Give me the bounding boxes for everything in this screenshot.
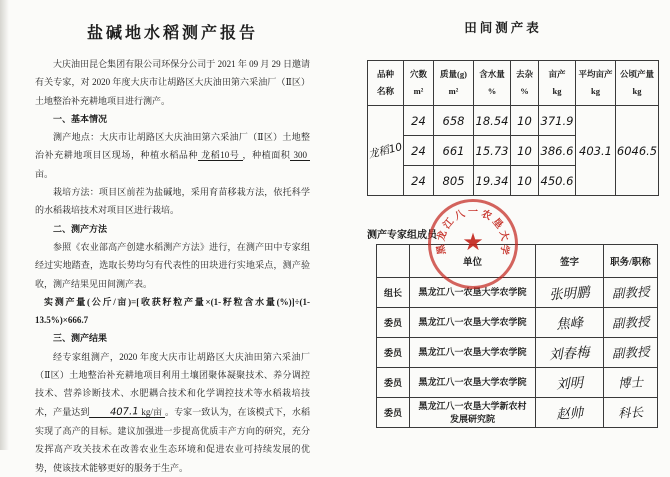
header-variety: 品种 名称 [368,61,404,106]
field-table-title: 田间测产表 [464,21,542,35]
header-impurity: 去杂 % [511,61,539,106]
table-cell: 24 [404,166,434,196]
table-cell: 24 [404,106,434,136]
section1-location-paragraph [35,128,310,183]
cell-variety: 龙稻10 [368,106,404,196]
stamp-arc-char: 大 [496,229,511,243]
table-cell: 371.9 [539,106,576,136]
cultivation-paragraph: 栽培方法：项目区前茬为盐碱地，采用育苗移栽方法，依托科学的水稻栽培技术对项目区进行栽培。 [35,187,310,216]
table-cell: 19.34 [474,166,511,196]
result-text: 经专家组测产，2020 年度大庆市让胡路区大庆油田第六采油厂（Ⅱ区）土地整治补充耕地项目利用土壤团聚体凝聚技术、养分调控技术、营养诊断技术、水肥耦合技术和化学调控技术等水稻栽培技术，产量达到 [35,351,310,417]
scan-edge-shadow [0,0,9,450]
header-avg-yield: 平均亩产 kg [576,61,616,106]
tables-page [336,0,670,450]
cell-signature: 张明鹏 [536,278,604,308]
handwritten-yield-value: 407.1 [110,405,140,418]
header-signature: 签字 [536,245,604,278]
header-mu-yield: 亩产 kg [539,61,576,106]
stamp-arc-char: 八 [452,208,467,223]
field-table-header-row [368,61,659,106]
header-mass: 质量(g) m² [434,61,474,106]
table-row [368,106,659,136]
header-position: 职务/职称 [604,245,658,278]
cell-role: 组长 [377,278,410,308]
header-hectare-yield: 公顷产量 kg [616,61,659,106]
cell-org: 黑龙江八一农垦大学新农村发展研究院 [410,398,536,428]
section2-heading: 二、测产方法 [53,223,108,234]
table-cell: 386.6 [539,136,576,166]
cell-signature: 刘明 [536,368,604,398]
stamp-arc-char: 黑 [435,243,449,256]
table-row [377,398,658,428]
stamp-arc-char: 学 [497,243,511,256]
area-underlined: 300 [290,150,310,161]
stamp-arc-char: 农 [479,208,494,223]
cell-signature: 刘春梅 [536,338,604,368]
table-cell: 15.73 [474,136,511,166]
expert-group-label: 测产专家组成员 [367,230,437,241]
yield-unit: kg/亩 [141,406,163,417]
table-cell: 10 [511,166,539,196]
header-holes: 穴数 m² [404,61,434,106]
intro-paragraph: 大庆油田昆仑集团有限公司环保分公司于 2021 年 09 月 29 日邀请有关专家，对 2020 年度大庆市让胡路区大庆油田第六采油厂（Ⅱ区）土地整治补充耕地项目进行测产。 [35,59,310,106]
cell-org: 黑龙江八一农垦大学农学院 [410,368,536,398]
stamp-arc-char: 龙 [435,229,450,243]
yield-value-underlined [89,407,165,418]
table-cell: 450.6 [539,166,576,196]
variety-underlined: 龙稻10号 [198,150,242,161]
cell-org: 黑龙江八一农垦大学农学院 [410,338,536,368]
result-paragraph [35,348,310,477]
header-org: 单位 [410,245,536,278]
location-mid-text: ，种植面积 [242,150,291,161]
stamp-arc-char: 一 [468,207,478,218]
header-role [377,245,410,278]
cell-hectare-yield: 6046.5 [616,106,659,196]
cell-position: 副教授 [604,278,658,308]
cell-role: 委员 [377,338,410,368]
location-text: 测产地点：大庆市让胡路区大庆油田第六采油厂（Ⅱ区）土地整治补充耕地项目区现场，种植水稻品种 [35,132,310,161]
expert-table-header-row [377,245,658,278]
location-suffix-text: 亩。 [35,168,54,179]
cell-signature: 焦峰 [536,308,604,338]
table-cell: 18.54 [474,106,511,136]
star-icon: ★ [462,230,484,257]
cell-role: 委员 [377,398,410,428]
table-row [377,368,658,398]
section1-heading: 一、基本情况 [53,113,108,124]
cell-role: 委员 [377,368,410,398]
table-cell: 10 [511,106,539,136]
table-cell: 24 [404,136,434,166]
page-title: 盐碱地水稻测产报告 [86,25,258,42]
header-moisture: 含水量 % [474,61,511,106]
expert-signature-table [376,244,658,428]
section3-heading: 三、测产结果 [53,333,108,344]
cell-position: 副教授 [604,308,658,338]
yield-formula: 实测产量(公斤/亩)=[收获籽粒产量×(1-籽粒含水量(%)]÷(1-13.5%)×666.7 [35,296,310,326]
cell-position: 博士 [604,368,658,398]
table-cell: 10 [511,136,539,166]
cell-role: 委员 [377,308,410,338]
cell-position: 科长 [604,398,658,428]
table-cell: 805 [434,166,474,196]
result-suffix-text: 。专家一致认为，在该模式下，水稻实现了高产的目标。建议加强进一步提高优质丰产方向的研究，充分发挥高产攻关技术在改善农业生态环境和促进农业可持续发展的优势，使该技术能够更好的服务于生产。 [35,406,310,473]
report-page [9,0,334,473]
stamp-arc-char: 垦 [489,216,505,232]
cell-position: 副教授 [604,338,658,368]
table-cell: 661 [434,136,474,166]
cell-org: 黑龙江八一农垦大学农学院 [410,308,536,338]
table-row [377,308,658,338]
table-row [377,278,658,308]
field-measurement-table [367,60,659,196]
cell-org: 黑龙江八一农垦大学农学院 [410,278,536,308]
table-cell: 658 [434,106,474,136]
stamp-arc-char: 江 [441,216,457,232]
table-row [377,338,658,368]
method-paragraph: 参照《农业部高产创建水稻测产方法》进行，在测产田中专家组经过实地踏查，选取长势均匀有代表性的田块进行实地采点，测产验收，测产结果见田间测产表。 [35,241,310,289]
cell-average-yield: 403.1 [576,106,616,196]
cell-signature: 赵帅 [536,398,604,428]
